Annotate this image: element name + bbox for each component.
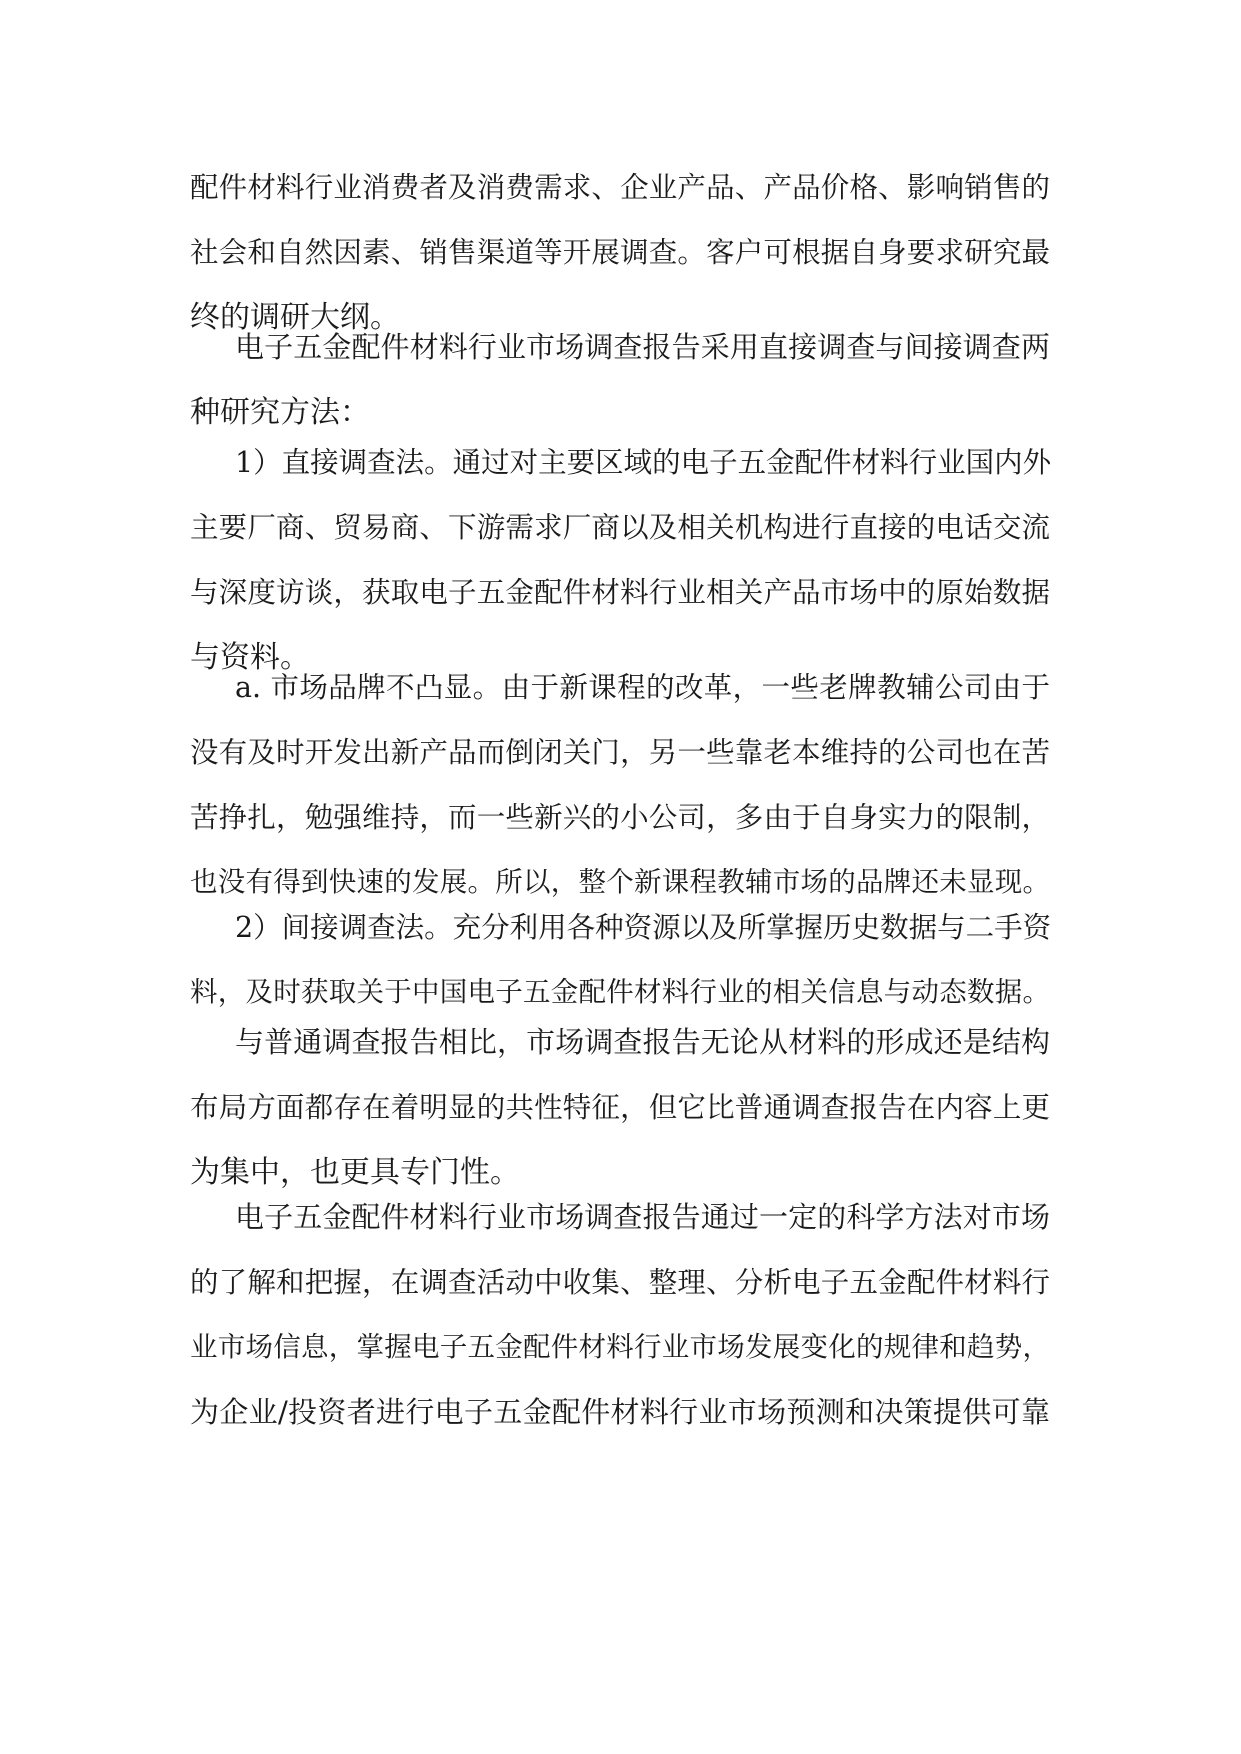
text-line: 电子五金配件材料行业市场调查报告通过一定的科学方法对市场 (235, 1200, 1050, 1234)
text-line: 与资料。 (190, 640, 310, 675)
text-line: 电子五金配件材料行业市场调查报告采用直接调查与间接调查两 (235, 330, 1050, 364)
text-line: 的了解和把握，在调查活动中收集、整理、分析电子五金配件材料行 (190, 1266, 1050, 1299)
text-line: 社会和自然因素、销售渠道等开展调查。客户可根据自身要求研究最 (190, 236, 1050, 269)
text-line: 与深度访谈，获取电子五金配件材料行业相关产品市场中的原始数据 (190, 576, 1050, 609)
text-line: a. 市场品牌不凸显。由于新课程的改革，一些老牌教辅公司由于 (235, 671, 1050, 704)
text-line: 料，及时获取关于中国电子五金配件材料行业的相关信息与动态数据。 (190, 976, 1050, 1008)
paragraph (190, 1010, 1050, 1205)
text-line: 终的调研大纲。 (190, 300, 400, 335)
paragraph (190, 430, 1050, 690)
text-line: 1）直接调查法。通过对主要区域的电子五金配件材料行业国内外 (235, 446, 1052, 479)
paragraph (190, 315, 1050, 445)
text-line: 与普通调查报告相比，市场调查报告无论从材料的形成还是结构 (235, 1025, 1050, 1059)
text-line: 也没有得到快速的发展。所以，整个新课程教辅市场的品牌还未显现。 (190, 866, 1050, 898)
paragraph (190, 1185, 1050, 1445)
text-line: 种研究方法： (190, 395, 370, 430)
text-line: 配件材料行业消费者及消费需求、企业产品、产品价格、影响销售的 (190, 171, 1050, 204)
text-line: 苦挣扎，勉强维持，而一些新兴的小公司，多由于自身实力的限制， (190, 801, 1050, 834)
text-line: 没有及时开发出新产品而倒闭关门，另一些靠老本维持的公司也在苦 (190, 736, 1050, 769)
text-line: 为企业/投资者进行电子五金配件材料行业市场预测和决策提供可靠 (190, 1395, 1050, 1429)
text-line: 布局方面都存在着明显的共性特征，但它比普通调查报告在内容上更 (190, 1091, 1050, 1124)
text-line: 业市场信息，掌握电子五金配件材料行业市场发展变化的规律和趋势， (190, 1331, 1050, 1363)
paragraph (190, 895, 1050, 1025)
paragraph (190, 655, 1050, 915)
text-line: 主要厂商、贸易商、下游需求厂商以及相关机构进行直接的电话交流 (190, 511, 1050, 544)
text-line: 为集中，也更具专门性。 (190, 1155, 520, 1190)
text-line: 2）间接调查法。充分利用各种资源以及所掌握历史数据与二手资 (235, 911, 1052, 944)
